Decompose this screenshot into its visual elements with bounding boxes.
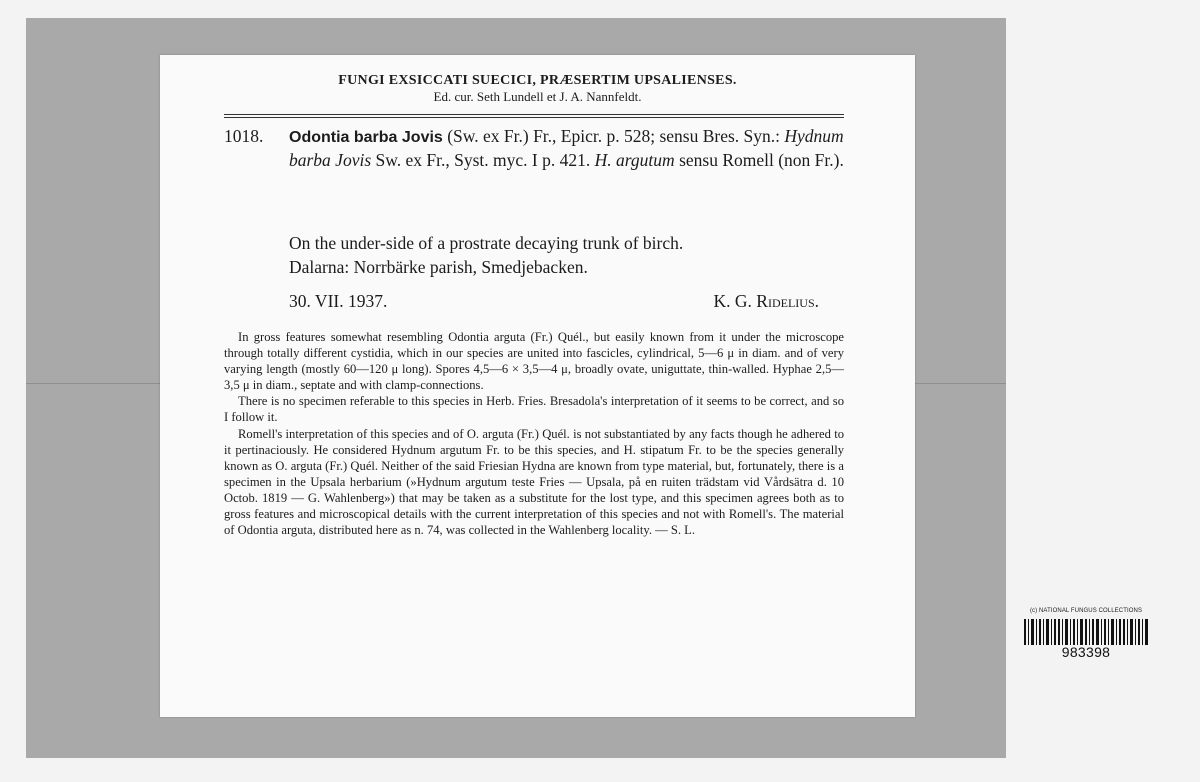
habitat-locality [289,231,849,279]
barcode-icon [1023,619,1149,645]
species-citation [224,125,844,172]
locality-line: Dalarna: Norrbärke parish, Smedjebacken. [289,257,588,277]
barcode-caption: (c) NATIONAL FUNGUS COLLECTIONS [1029,608,1143,614]
notes-paragraph-2: There is no specimen referable to this species in Herb. Fries. Bresadola's interpretation of it seems to be correct, and so I follow it. [224,394,844,425]
header-rule-bottom [224,117,844,118]
habitat-line: On the under-side of a prostrate decaying trunk of birch. [289,233,684,253]
synonym-1-citation: Sw. ex Fr., Syst. myc. I p. 421. [371,150,595,170]
collector-name: K. G. Ridelius. [713,291,819,311]
barcode-number: 983398 [1061,644,1111,660]
barcode-label [1012,607,1160,659]
header-rule-top [224,114,844,115]
synonym-1: Hydnum barba Jovis [289,126,844,170]
exsiccata-number: 1018. [224,126,264,146]
notes-paragraph-1: In gross features somewhat resembling Odontia arguta (Fr.) Quél., but easily known from it under the microscope through totally different cystidia, which in our species are united into fascicles, cylindrical, 5—6 μ in diam. and of very varying length (mostly 60—120 μ long). Spores 4,5—6 × 3,5—4 μ, broadly ovate, uniguttate, thin-walled. Hyphae 2,5—3,5 μ in diam., septate and with clamp-connections. [224,330,844,393]
species-name: Odontia barba Jovis [289,129,443,146]
series-editors: Ed. cur. Seth Lundell et J. A. Nannfeldt. [433,89,642,104]
synonym-2: H. argutum [594,150,675,170]
synonym-2-citation: sensu Romell (non Fr.). [674,150,844,170]
notes-paragraph-3: Romell's interpretation of this species and of O. arguta (Fr.) Quél. is not substantiated by any facts though he adhered to it pertinaciously. He considered Hydnum argutum Fr. to be this species, and H. stipatum Fr. to be the species generally known as O. arguta (Fr.) Quél. Neither of the said Friesian Hydna are known from type material, but, fortunately, there is a specimen in the Upsala herbarium (»Hydnum argutum teste Fries — Upsala, på en ruiten trädstam vid Vårdsätra d. 10 Octob. 1819 — G. Wahlenberg») that may be taken as a substitute for the lost type, and this specimen agrees both as to gross features and microscopical details with the current interpretation of this species and not with Romell's. The material of Odontia arguta, distributed here as n. 74, was collected in the Wahlenberg locality. — S. L. [224,426,844,538]
series-title: FUNGI EXSICCATI SUECICI, PRÆSERTIM UPSALIENSES. [338,73,737,88]
specimen-label [160,55,915,717]
species-text [289,125,844,172]
label-header [160,73,915,105]
species-authority: (Sw. ex Fr.) Fr., Epicr. p. 528; sensu Bres. Syn.: [442,126,785,146]
collection-date: 30. VII. 1937. [289,291,388,311]
taxonomic-notes [224,329,844,538]
